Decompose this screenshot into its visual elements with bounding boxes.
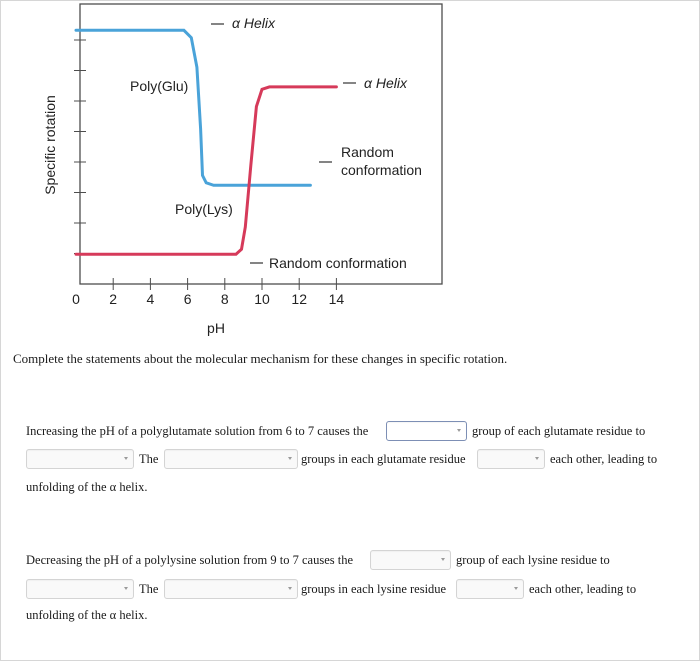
- statement2-part-d: groups in each lysine residue: [301, 582, 447, 596]
- chevron-down-icon: [124, 457, 128, 460]
- series-line-poly-lys: [76, 87, 336, 254]
- x-tick-label: 2: [109, 291, 118, 307]
- annotation-conformation: conformation: [341, 162, 422, 178]
- x-tick-label: 0: [72, 291, 80, 307]
- x-tick-label: 10: [254, 291, 270, 307]
- statement1-part-b: group of each glutamate residue to: [472, 424, 646, 438]
- x-tick-label: 8: [220, 291, 229, 307]
- annotation-right-helix: α Helix: [364, 75, 407, 91]
- x-tick-label: 14: [328, 291, 345, 307]
- dropdown-s1-interaction[interactable]: [477, 449, 545, 469]
- series-line-poly-glu: [76, 30, 310, 185]
- statement1-part-d: groups in each glutamate residue: [301, 452, 466, 466]
- chevron-down-icon: [441, 558, 445, 561]
- dropdown-s1-action[interactable]: [26, 449, 134, 469]
- chevron-down-icon: [288, 457, 292, 460]
- dropdown-s1-group[interactable]: [386, 421, 467, 441]
- dropdown-s1-groups[interactable]: [164, 449, 298, 469]
- dropdown-s2-groups[interactable]: [164, 579, 298, 599]
- annotation-top-helix: α Helix: [232, 15, 275, 31]
- statement1-part-f: unfolding of the α helix.: [26, 480, 148, 494]
- annotation-glu-label: Poly(Glu): [130, 78, 189, 94]
- chevron-down-icon: [457, 429, 461, 432]
- x-axis-label: pH: [207, 320, 225, 336]
- statement2-part-a: Decreasing the pH of a polylysine solution from 9 to 7 causes the: [26, 553, 354, 567]
- annotation-random: Random: [341, 144, 394, 160]
- x-tick-labels: [72, 291, 344, 307]
- x-tick-label: 12: [291, 291, 307, 307]
- x-tick-label: 4: [146, 291, 155, 307]
- dropdown-s2-action[interactable]: [26, 579, 134, 599]
- dropdown-s2-group[interactable]: [370, 550, 451, 570]
- statement1-part-e: each other, leading to: [550, 452, 658, 466]
- instruction-text: Complete the statements about the molecular mechanism for these changes in specific rotation.: [13, 351, 508, 366]
- chevron-down-icon: [535, 457, 539, 460]
- statement2-part-e: each other, leading to: [529, 582, 637, 596]
- statement1-part-c: The: [139, 452, 159, 466]
- statement2-part-f: unfolding of the α helix.: [26, 608, 148, 622]
- chevron-down-icon: [124, 587, 128, 590]
- statement2-part-c: The: [139, 582, 159, 596]
- statement1-part-a: Increasing the pH of a polyglutamate solution from 6 to 7 causes the: [26, 424, 369, 438]
- x-tick-label: 6: [183, 291, 192, 307]
- statement2-part-b: group of each lysine residue to: [456, 553, 610, 567]
- y-axis-label: Specific rotation: [42, 95, 58, 195]
- annotation-bottom-random: Random conformation: [269, 255, 407, 271]
- dropdown-s2-interaction[interactable]: [456, 579, 524, 599]
- chevron-down-icon: [288, 587, 292, 590]
- annotation-lys-label: Poly(Lys): [175, 201, 233, 217]
- chevron-down-icon: [514, 587, 518, 590]
